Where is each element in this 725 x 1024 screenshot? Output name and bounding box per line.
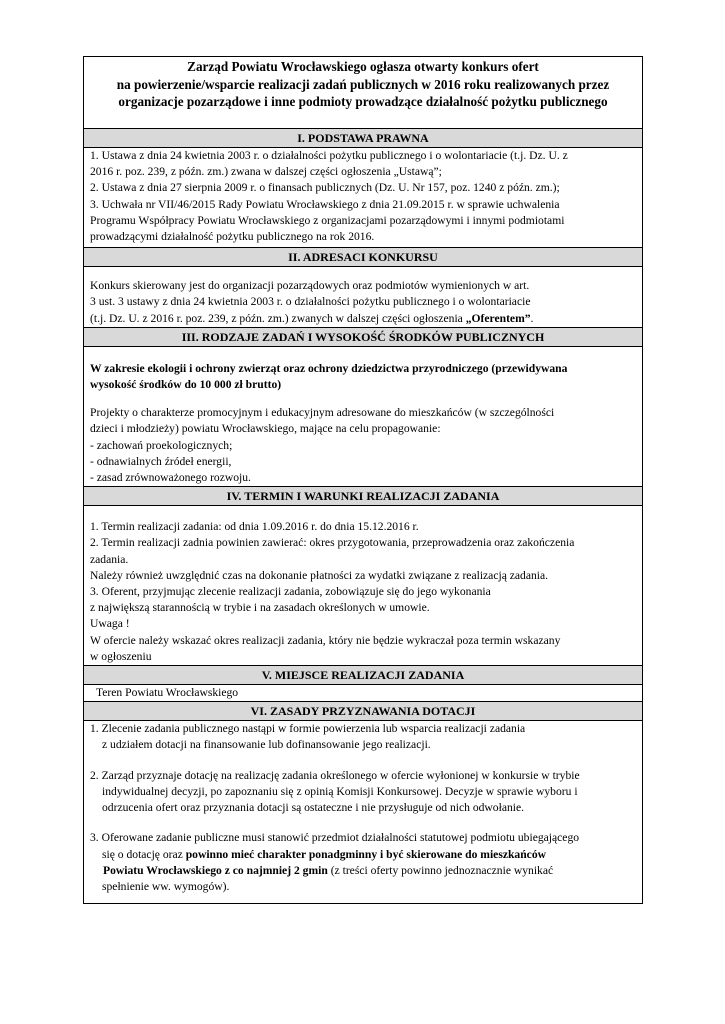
- legal-basis-line: Programu Współpracy Powiatu Wrocławskiego z organizacjami pozarządowymi i innymi podmiotami: [90, 213, 565, 227]
- terms-line: w ogłoszeniu: [90, 649, 152, 663]
- section-4-heading: IV. TERMIN I WARUNKI REALIZACJI ZADANIA: [84, 487, 643, 506]
- grant-rule-1-cont: z udziałem dotacji na finansowanie lub dofinansowanie jego realizacji.: [102, 738, 431, 752]
- grant-requirement-bold: powinno mieć charakter ponadgminny i być skierowane do mieszkańców: [185, 847, 546, 861]
- task-goal-item: - zachowań proekologicznych;: [90, 438, 233, 452]
- grant-rule-3: 3. Oferowane zadanie publiczne musi stanowić przedmiot działalności statutowej podmiotu ubiegającego: [90, 831, 580, 845]
- grant-rule-3-cont: spełnienie ww. wymogów).: [102, 879, 230, 893]
- terms-line: W ofercie należy wskazać okres realizacji zadania, który nie będzie wykraczał poza termin wskazany: [90, 633, 561, 647]
- grant-requirement-bold: Powiatu Wrocławskiego z co najmniej 2 gmin: [103, 863, 328, 877]
- grant-rule-2-cont: indywidualnej decyzji, po zapoznaniu się z opinią Komisji Konkursowej. Decyzje w sprawie wyboru i: [102, 784, 578, 798]
- announcement-table: [83, 56, 643, 904]
- task-description-line: dzieci i młodzieży) powiatu Wrocławskiego, mające na celu propagowanie:: [90, 422, 441, 436]
- grant-rule-1: 1. Zlecenie zadania publicznego nastąpi w formie powierzenia lub wsparcia realizacji zadania: [90, 722, 526, 736]
- grant-rule-3-cont: Powiatu Wrocławskiego z co najmniej 2 gmin (z treści oferty powinno jednoznacznie wynikać: [103, 863, 554, 877]
- terms-line: z największą starannością w trybie i na zasadach określonych w umowie.: [90, 601, 430, 615]
- terms-note-label: Uwaga !: [90, 617, 130, 631]
- legal-basis-line: 3. Uchwała nr VII/46/2015 Rady Powiatu Wrocławskiego z dnia 21.09.2015 r. w sprawie uchwalenia: [90, 197, 560, 211]
- section-3-heading: III. RODZAJE ZADAŃ I WYSOKOŚĆ ŚRODKÓW PUBLICZNYCH: [84, 327, 643, 346]
- section-5-heading: V. MIEJSCE REALIZACJI ZADANIA: [84, 666, 643, 685]
- section-3-content: [84, 346, 643, 486]
- recipients-line: (t.j. Dz. U. z 2016 r. poz. 239, z późn. zm.) zwanych w dalszej części ogłoszenia „Oferentem”.: [90, 311, 534, 325]
- section-1-content: [84, 148, 643, 248]
- legal-basis-line: prowadzącymi działalność pożytku publicznego na rok 2016.: [90, 230, 375, 244]
- announcement-page: [83, 56, 643, 904]
- legal-basis-line: 2016 r. poz. 239, z późn. zm.) zwana w dalszej części ogłoszenia „Ustawą”;: [90, 165, 442, 179]
- section-2-heading: II. ADRESACI KONKURSU: [84, 248, 643, 267]
- grant-rule-3-cont: się o dotację oraz powinno mieć charakter ponadgminny i być skierowane do mieszkańców: [102, 847, 546, 861]
- oferent-term: „Oferentem”: [465, 311, 531, 325]
- grant-rule-2-cont: odrzucenia ofert oraz przyznania dotacji są ostateczne i nie przysługuje od nich odwołanie.: [102, 801, 525, 815]
- recipients-line: 3 ust. 3 ustawy z dnia 24 kwietnia 2003 r. o działalności pożytku publicznego i o wolontariacie: [90, 295, 531, 309]
- grant-rule-2: 2. Zarząd przyznaje dotację na realizację zadania określonego w ofercie wyłonionej w konkursie w trybie: [90, 768, 580, 782]
- legal-basis-line: 2. Ustawa z dnia 27 sierpnia 2009 r. o finansach publicznych (Dz. U. Nr 157, poz. 1240 z późn. zm.);: [90, 181, 560, 195]
- venue-text: Teren Powiatu Wrocławskiego: [96, 686, 239, 700]
- document-title: [84, 57, 643, 129]
- task-goal-item: - zasad zrównoważonego rozwoju.: [90, 471, 251, 485]
- title-line-1: Zarząd Powiatu Wrocławskiego ogłasza otwarty konkurs ofert: [187, 59, 539, 74]
- recipients-line: Konkurs skierowany jest do organizacji pozarządowych oraz podmiotów wymienionych w art.: [90, 279, 530, 293]
- section-2-content: [84, 267, 643, 328]
- terms-line: zadania.: [90, 552, 129, 566]
- task-area-budget: wysokość środków do 10 000 zł brutto): [90, 378, 282, 392]
- terms-line: 3. Oferent, przyjmując zlecenie realizacji zadania, zobowiązuje się do jego wykonania: [90, 585, 491, 599]
- legal-basis-line: 1. Ustawa z dnia 24 kwietnia 2003 r. o działalności pożytku publicznego i o wolontariacie (t.j. Dz. U. z: [90, 149, 568, 162]
- terms-line: 2. Termin realizacji zadnia powinien zawierać: okres przygotowania, przeprowadzenia oraz zakończenia: [90, 536, 575, 550]
- section-6-heading: VI. ZASADY PRZYZNAWANIA DOTACJI: [84, 702, 643, 721]
- section-1-heading: I. PODSTAWA PRAWNA: [84, 129, 643, 148]
- task-description-line: Projekty o charakterze promocyjnym i edukacyjnym adresowane do mieszkańców (w szczególności: [90, 406, 555, 420]
- title-line-2: na powierzenie/wsparcie realizacji zadań publicznych w 2016 roku realizowanych przez: [116, 76, 610, 92]
- section-5-content: [84, 685, 643, 702]
- terms-line: 1. Termin realizacji zadania: od dnia 1.09.2016 r. do dnia 15.12.2016 r.: [90, 520, 419, 534]
- task-area-title: W zakresie ekologii i ochrony zwierząt oraz ochrony dziedzictwa przyrodniczego (przewidywana: [90, 361, 568, 375]
- section-6-content: [84, 721, 643, 904]
- section-4-content: [84, 506, 643, 666]
- terms-line: Należy również uwzględnić czas na dokonanie płatności za wydatki związane z realizacją zadania.: [90, 568, 549, 582]
- title-line-3: organizacje pozarządowe i inne podmioty prowadzące działalność pożytku publicznego: [118, 94, 608, 109]
- task-goal-item: - odnawialnych źródeł energii,: [90, 454, 232, 468]
